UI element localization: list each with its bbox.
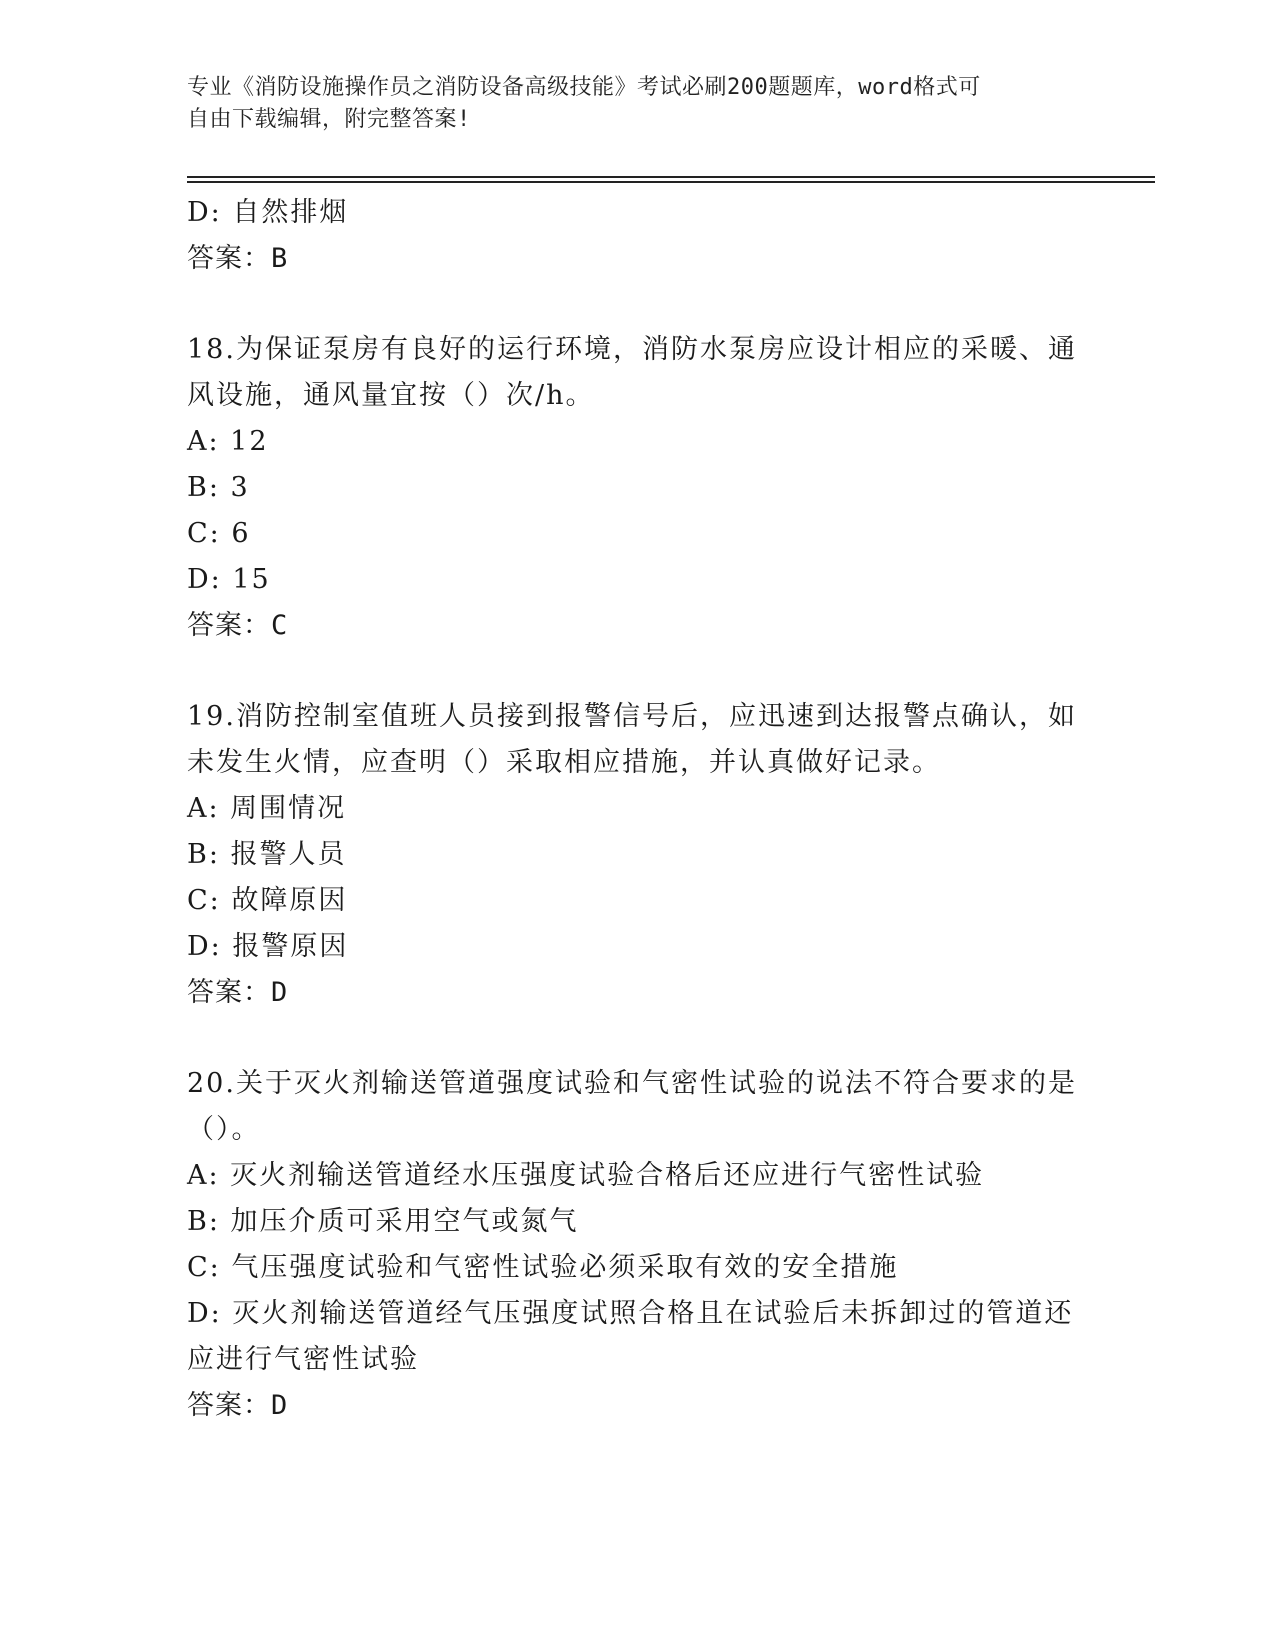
- question-stem-line: 风设施，通风量宜按（）次/h。: [187, 380, 595, 411]
- option-d: D: 15: [187, 564, 271, 595]
- prev-option-d: D: 自然排烟: [187, 197, 349, 228]
- option-b: B: 加压介质可采用空气或氮气: [187, 1206, 579, 1237]
- header-divider-bottom: [187, 181, 1155, 183]
- answer: 答案：C: [187, 610, 289, 641]
- header-divider-top: [187, 176, 1155, 178]
- option-c: C: 6: [187, 518, 251, 549]
- option-a: A: 12: [187, 426, 269, 457]
- option-d: D: 报警原因: [187, 931, 349, 962]
- question-stem-line: 18.为保证泵房有良好的运行环境，消防水泵房应设计相应的采暖、通: [187, 334, 1077, 365]
- header-line-1: 专业《消防设施操作员之消防设备高级技能》考试必刷200题题库，word格式可: [187, 75, 981, 100]
- page-header: [187, 72, 1067, 136]
- option-a: A: 灭火剂输送管道经水压强度试验合格后还应进行气密性试验: [187, 1160, 985, 1191]
- option-d-continued: 应进行气密性试验: [187, 1344, 419, 1375]
- option-d: D: 灭火剂输送管道经气压强度试照合格且在试验后未拆卸过的管道还: [187, 1298, 1074, 1329]
- spacer: [187, 1016, 1087, 1061]
- question-19: [187, 694, 1087, 1016]
- option-c: C: 故障原因: [187, 885, 348, 916]
- option-b: B: 3: [187, 472, 250, 503]
- answer: 答案：D: [187, 977, 289, 1008]
- option-c: C: 气压强度试验和气密性试验必须采取有效的安全措施: [187, 1252, 899, 1283]
- option-a: A: 周围情况: [187, 793, 347, 824]
- question-content: [187, 190, 1087, 1429]
- option-b: B: 报警人员: [187, 839, 347, 870]
- question-20: [187, 1061, 1087, 1429]
- question-stem-line: 未发生火情，应查明（）采取相应措施，并认真做好记录。: [187, 747, 941, 778]
- spacer: [187, 649, 1087, 694]
- question-stem-line: 20.关于灭火剂输送管道强度试验和气密性试验的说法不符合要求的是: [187, 1068, 1077, 1099]
- spacer: [187, 282, 1087, 327]
- answer: 答案：D: [187, 1390, 289, 1421]
- question-stem-line: 19.消防控制室值班人员接到报警信号后，应迅速到达报警点确认，如: [187, 701, 1077, 732]
- header-line-2: 自由下载编辑，附完整答案!: [187, 107, 471, 132]
- prev-answer: 答案：B: [187, 243, 289, 274]
- question-stem-line: （）。: [187, 1114, 261, 1145]
- question-18: [187, 327, 1087, 649]
